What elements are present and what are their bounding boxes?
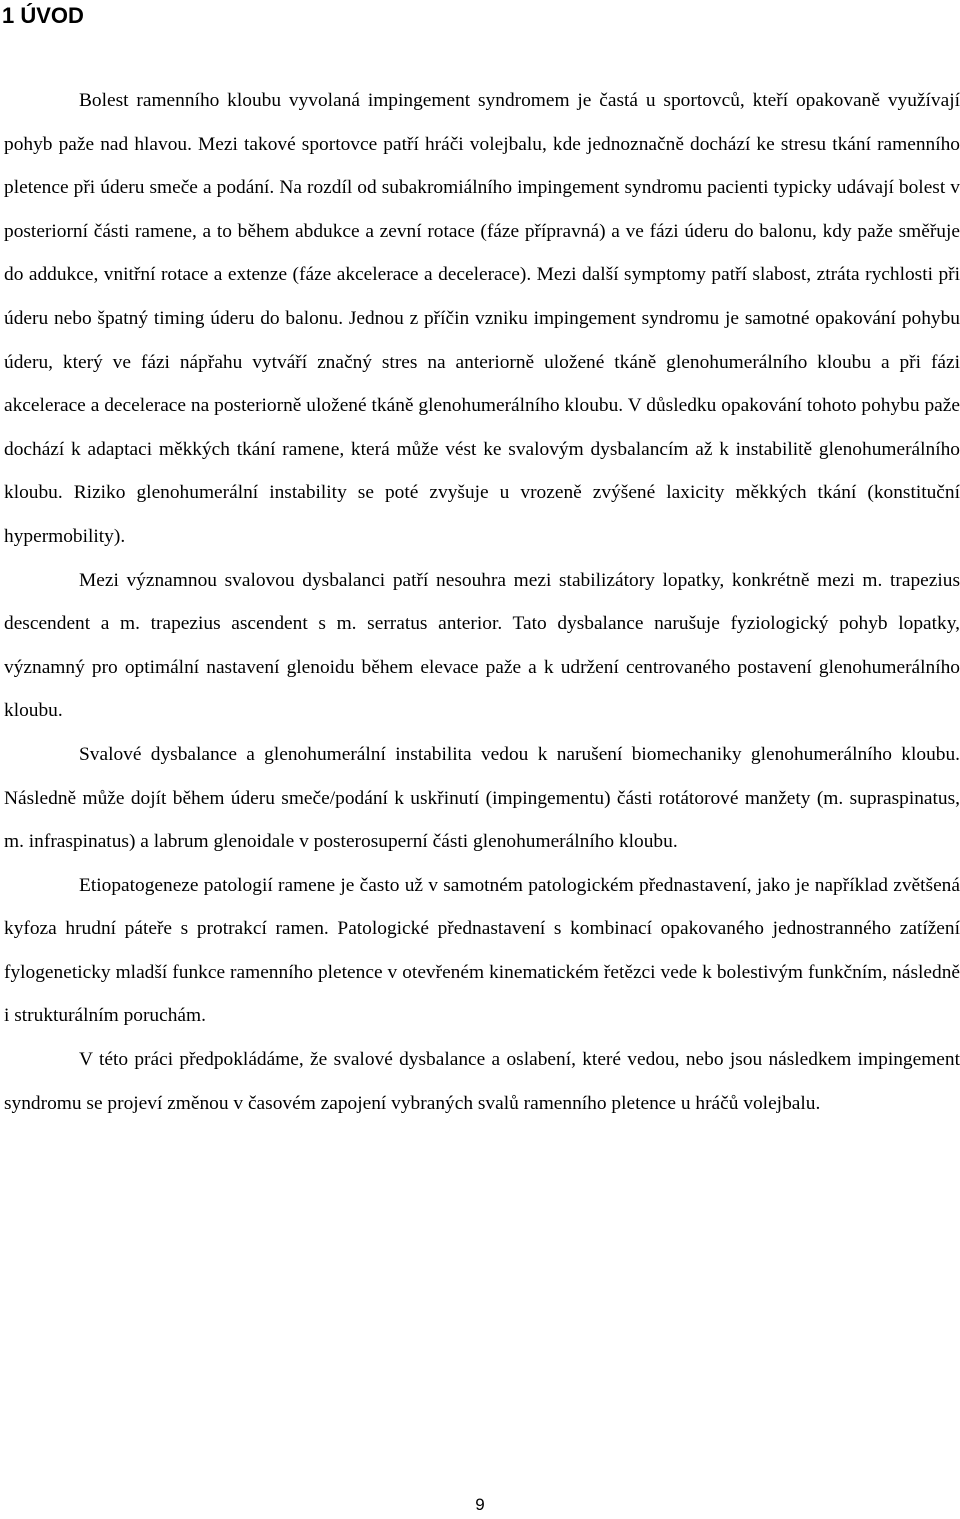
paragraph-2: Mezi významnou svalovou dysbalanci patří nesouhra mezi stabilizátory lopatky, konkrétně mezi m. trapezius descendent a m. trapezius ascendent s m. serratus anterior. Tato dysbalance narušuje fyziologický pohyb lopatky, významný pro optimální nastavení glenoidu během elevace paže a k udržení centrovaného postavení glenohumerálního kloubu. <box>4 569 960 722</box>
chapter-heading: 1 ÚVOD <box>2 3 84 28</box>
body-text <box>4 79 960 1125</box>
paragraph-3: Svalové dysbalance a glenohumerální instabilita vedou k narušení biomechaniky glenohumerálního kloubu. Následně může dojít během úderu smeče/podání k uskřinutí (impingementu) části rotátorové manžety (m. supraspinatus, m. infraspinatus) a labrum glenoidale v posterosuperní části glenohumerálního kloubu. <box>4 743 960 853</box>
page-number: 9 <box>475 1495 485 1514</box>
paragraph-5: V této práci předpokládáme, že svalové dysbalance a oslabení, které vedou, nebo jsou následkem impingement syndromu se projeví změnou v časovém zapojení vybraných svalů ramenního pletence u hráčů volejbalu. <box>4 1049 960 1114</box>
paragraph-1: Bolest ramenního kloubu vyvolaná impingement syndromem je častá u sportovců, kteří opakovaně využívají pohyb paže nad hlavou. Mezi takové sportovce patří hráči volejbalu, kde jednoznačně dochází ke stresu tkání ramenního pletence při úderu smeče a podání. Na rozdíl od subakromiálního impingement syndromu pacienti typicky udávají bolest v posteriorní části ramene, a to během abdukce a zevní rotace (fáze přípravná) a ve fázi úderu do balonu, kdy paže směřuje do addukce, vnitřní rotace a extenze (fáze akcelerace a decelerace). Mezi další symptomy patří slabost, ztráta rychlosti při úderu nebo špatný timing úderu do balonu. Jednou z příčin vzniku impingement syndromu je samotné opakování pohybu úderu, který ve fázi nápřahu vytváří značný stres na anteriorně uložené tkáně glenohumerálního kloubu a při fázi akcelerace a decelerace na posteriorně uložené tkáně glenohumerálního kloubu. V důsledku opakování tohoto pohybu paže dochází k adaptaci měkkých tkání ramene, která může vést ke svalovým dysbalancím až k instabilitě glenohumerálního kloubu. Riziko glenohumerální instability se poté zvyšuje u vrozeně zvýšené laxicity měkkých tkání (konstituční hypermobility). <box>4 90 960 547</box>
paragraph-4: Etiopatogeneze patologií ramene je často už v samotném patologickém přednastavení, jako je například zvětšená kyfoza hrudní páteře s protrakcí ramen. Patologické přednastavení s kombinací opakovaného jednostranného zatížení fylogeneticky mladší funkce ramenního pletence v otevřeném kinematickém řetězci vede k bolestivým funkčním, následně i strukturálním poruchám. <box>4 874 960 1027</box>
